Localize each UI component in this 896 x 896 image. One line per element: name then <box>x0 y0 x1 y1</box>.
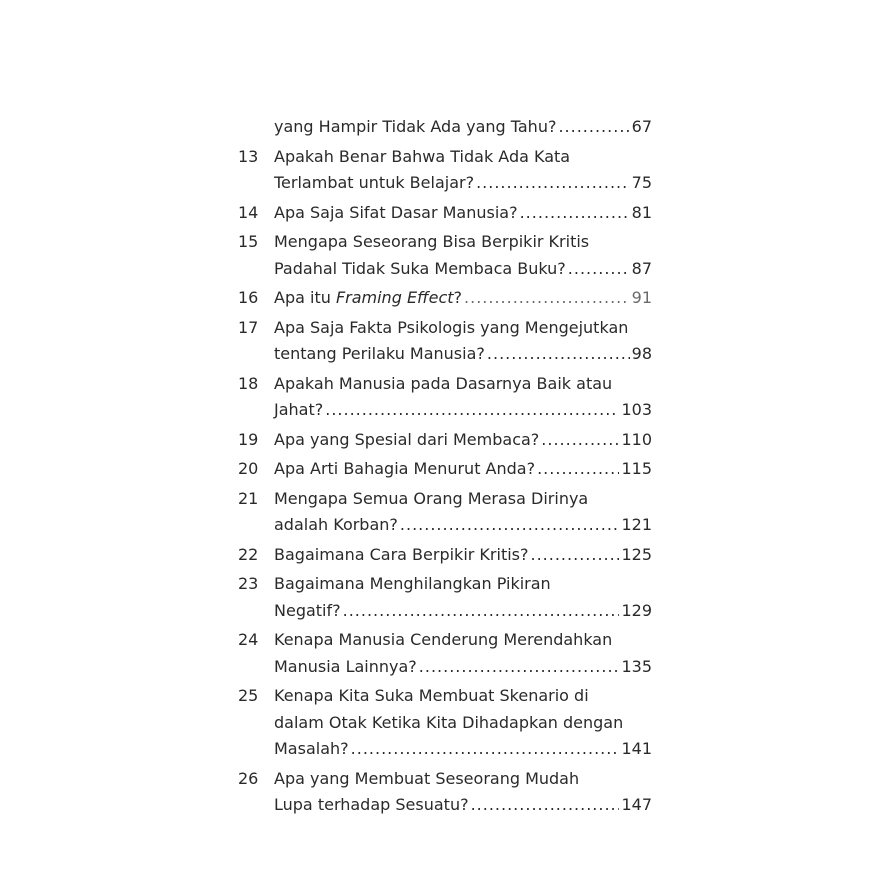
dot-leader <box>464 285 630 312</box>
toc-entry <box>238 542 652 569</box>
dot-leader <box>419 654 620 681</box>
toc-entry-title: Kenapa Kita Suka Membuat Skenario di <box>274 686 589 705</box>
toc-entry <box>238 229 652 282</box>
toc-entry-number: 20 <box>238 459 259 478</box>
toc-entry <box>238 627 652 680</box>
toc-entry <box>238 114 652 141</box>
toc-entry-number: 16 <box>238 288 259 307</box>
toc-entry-number: 13 <box>238 146 259 166</box>
toc-entry-number: 23 <box>238 574 259 593</box>
toc-entry <box>238 371 652 424</box>
toc-entry <box>238 571 652 624</box>
toc-entry-title: Apakah Benar Bahwa Tidak Ada Kata <box>274 146 571 166</box>
toc-entry-page: 125 <box>621 544 652 564</box>
toc-entry-last-line <box>274 200 652 227</box>
toc-entry-page: 75 <box>631 173 652 192</box>
toc-entry-title: Kenapa Manusia Cenderung Merendahkan <box>274 630 613 649</box>
toc-entry-last-line <box>274 341 652 368</box>
toc-entry-last-line <box>274 170 652 197</box>
toc-entry-title: Apakah Manusia pada Dasarnya Baik atau <box>274 373 613 393</box>
toc-entry-page: 115 <box>621 459 652 478</box>
toc-entry <box>238 200 652 227</box>
toc-entry <box>238 315 652 368</box>
toc-entry-number: 22 <box>238 544 259 564</box>
toc-entry-number: 17 <box>238 317 259 337</box>
dot-leader <box>537 456 619 483</box>
toc-entry-title-suffix: ? <box>453 288 463 307</box>
toc-entry-last-line <box>274 114 652 141</box>
toc-entry-last-line <box>274 654 652 681</box>
toc-entry-title: Negatif? <box>274 600 341 620</box>
toc-entry-last-line <box>274 256 652 283</box>
toc-entry <box>238 766 652 819</box>
toc-entry-title: Jahat? <box>274 400 324 419</box>
toc-entry-title-prefix: Apa itu <box>274 288 336 307</box>
toc-entry-page: 147 <box>621 795 652 814</box>
toc-entry-title: Bagaimana Cara Berpikir Kritis? <box>274 544 529 564</box>
toc-entry-title: Apa Saja Fakta Psikologis yang Mengejutkan <box>274 317 629 337</box>
dot-leader <box>568 256 630 283</box>
toc-entry-title: Apa yang Membuat Seseorang Mudah <box>274 768 580 788</box>
toc-entry-number: 15 <box>238 232 259 251</box>
toc-entry-page: 103 <box>621 400 652 419</box>
toc-entry-title <box>274 285 462 312</box>
toc-entry <box>238 456 652 483</box>
toc-entry-title: Mengapa Semua Orang Merasa Dirinya <box>274 488 589 508</box>
table-of-contents <box>238 114 652 819</box>
toc-entry-last-line <box>274 397 652 424</box>
toc-entry-last-line <box>274 542 652 569</box>
dot-leader <box>531 542 620 569</box>
toc-entry-last-line <box>274 456 652 483</box>
toc-entry <box>238 144 652 197</box>
dot-leader <box>343 598 620 625</box>
toc-entry-page: 91 <box>631 288 652 307</box>
toc-entry-number: 21 <box>238 488 259 508</box>
toc-entry-title-italic: Framing Effect <box>335 288 454 307</box>
toc-entry-last-line <box>274 512 652 539</box>
toc-entry-last-line <box>274 285 652 312</box>
toc-entry-page: 135 <box>621 656 652 676</box>
dot-leader <box>558 114 629 141</box>
toc-entry-title: adalah Korban? <box>274 515 398 534</box>
dot-leader <box>325 397 619 424</box>
toc-entry-title: Lupa terhadap Sesuatu? <box>274 795 469 814</box>
toc-entry-last-line <box>274 598 652 625</box>
toc-entry-page: 110 <box>621 429 652 449</box>
dot-leader <box>351 736 620 763</box>
toc-entry-number: 19 <box>238 429 259 449</box>
toc-entry-title: tentang Perilaku Manusia? <box>274 344 485 363</box>
toc-entry-title: Apa yang Spesial dari Membaca? <box>274 429 540 449</box>
toc-entry-title: Masalah? <box>274 739 349 758</box>
dot-leader <box>471 792 620 819</box>
dot-leader <box>541 427 619 454</box>
toc-entry <box>238 285 652 312</box>
toc-entry-page: 67 <box>631 117 652 136</box>
toc-entry-page: 87 <box>631 258 652 278</box>
dot-leader <box>400 512 620 539</box>
toc-entry-last-line <box>274 427 652 454</box>
toc-entry-number: 24 <box>238 630 259 649</box>
toc-entry-page: 121 <box>621 515 652 534</box>
toc-entry-title: Apa Saja Sifat Dasar Manusia? <box>274 202 518 222</box>
toc-entry-number: 18 <box>238 373 259 393</box>
toc-entry-page: 98 <box>631 344 652 363</box>
toc-entry-number: 25 <box>238 686 259 705</box>
toc-entry-title: Mengapa Seseorang Bisa Berpikir Kritis <box>274 232 590 251</box>
toc-entry-title: Apa Arti Bahagia Menurut Anda? <box>274 459 536 478</box>
toc-entry-page: 141 <box>621 739 652 758</box>
toc-entry-page: 81 <box>631 202 652 222</box>
toc-entry-last-line <box>274 792 652 819</box>
toc-entry <box>238 427 652 454</box>
toc-entry-last-line <box>274 736 652 763</box>
toc-entry-title: Bagaimana Menghilangkan Pikiran <box>274 574 551 593</box>
dot-leader <box>520 200 630 227</box>
toc-entry <box>238 683 652 763</box>
toc-entry <box>238 486 652 539</box>
dot-leader <box>487 341 630 368</box>
toc-entry-title: Terlambat untuk Belajar? <box>274 173 475 192</box>
toc-entry-title: Padahal Tidak Suka Membaca Buku? <box>274 258 566 278</box>
toc-entry-title: dalam Otak Ketika Kita Dihadapkan dengan <box>274 712 624 732</box>
toc-entry-page: 129 <box>621 600 652 620</box>
toc-entry-number: 14 <box>238 202 259 222</box>
toc-entry-title: yang Hampir Tidak Ada yang Tahu? <box>274 117 557 136</box>
dot-leader <box>476 170 630 197</box>
toc-entry-title: Manusia Lainnya? <box>274 656 417 676</box>
toc-entry-number: 26 <box>238 768 259 788</box>
